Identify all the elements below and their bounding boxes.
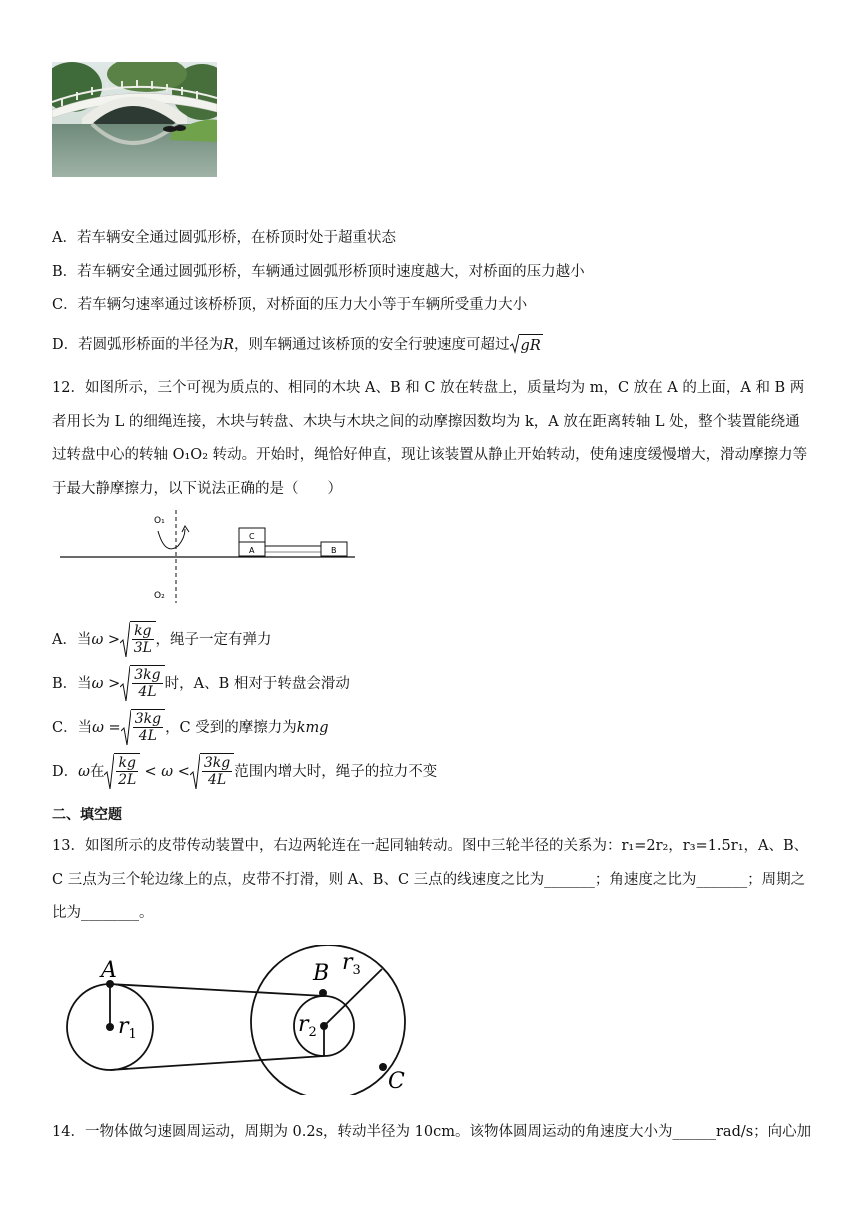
- q12-option-a: A．当 ω > $\frac{kg}{3L}$ ，绳子一定有弹力: [52, 620, 272, 660]
- q11-option-d: [52, 334, 543, 356]
- belt-top: [110, 984, 324, 996]
- label-r2: $r_2$: [298, 1012, 317, 1040]
- q12-text: 12．如图所示，三个可视为质点的、相同的木块 A、B 和 C 放在转盘上，质量均为 m，C 放在 A 的上面，A 和 B 两者用长为 L 的细绳连接，木块与转盘、木块与木块之间的动摩擦因数均为 k，A 放在距离转轴 L 处，整个装置能绕通过转盘中心的转轴 O₁O₂ 转动。开始时，绳恰好伸直，现让该装置从静止开始转动，使角速度缓慢增大，滑动摩擦力等于最大静摩擦力，以下说法正确的是（ ）: [52, 380, 808, 497]
- q14-text: 14．一物体做匀速圆周运动，周期为 0.2s，转动半径为 10cm。该物体圆周运动的角速度大小为______rad/s；向心加: [52, 1124, 812, 1140]
- q12-figure: [55, 508, 365, 608]
- q13-text: 13．如图所示的皮带传动装置中，右边两轮连在一起同轴转动。图中三轮半径的关系为：r₁=2r₂，r₃=1.5r₁，A、B、C 三点为三个轮边缘上的点，皮带不打滑，则 A、B、C 三点的线速度之比为_______；角速度之比为_______；周期之比为________。: [52, 838, 809, 921]
- label-a: A: [249, 546, 255, 555]
- label-c: C: [249, 532, 255, 541]
- label-a: A: [101, 958, 117, 983]
- label-b: B: [313, 961, 330, 986]
- label-b: B: [331, 546, 337, 555]
- point-c: [379, 1063, 387, 1071]
- label-o1: O₁: [154, 516, 165, 526]
- q12-option-c: C．当 ω = $\frac{3kg}{4L}$ ，C 受到的摩擦力为 kmg: [52, 708, 329, 748]
- q11-option-c: C．若车辆匀速率通过该桥桥顶，对桥面的压力大小等于车辆所受重力大小: [52, 297, 528, 313]
- q12-option-b: B．当 ω > $\frac{3kg}{4L}$ 时，A、B 相对于转盘会滑动: [52, 664, 350, 704]
- q11-d-sqrt: gR: [510, 334, 543, 356]
- q11-option-a: A．若车辆安全通过圆弧形桥，在桥顶时处于超重状态: [52, 230, 396, 246]
- rotation-arrow: [158, 529, 185, 549]
- point-b: [319, 989, 327, 997]
- label-c: C: [388, 1069, 405, 1094]
- q11-d-text2: ，则车辆通过该桥顶的安全行驶速度可超过: [234, 337, 510, 353]
- q11-d-radius: R: [223, 337, 235, 353]
- section-heading: 二、填空题: [52, 807, 122, 823]
- q12-option-d: D． ω 在 $\frac{kg}{2L}$ < ω < $\frac{3kg}{4L}$ 范围内增大时，绳子的拉力不变: [52, 752, 437, 792]
- bridge-photo: [52, 62, 217, 177]
- q13-figure: [55, 945, 425, 1095]
- label-r3: $r_3$: [342, 950, 361, 978]
- q11-d-text: D．若圆弧形桥面的半径为: [52, 337, 224, 353]
- belt-bottom: [110, 1056, 324, 1070]
- label-o2: O₂: [154, 591, 165, 601]
- label-r1: $r_1$: [118, 1014, 137, 1042]
- q11-option-b: B．若车辆安全通过圆弧形桥，车辆通过圆弧形桥顶时速度越大，对桥面的压力越小: [52, 264, 585, 280]
